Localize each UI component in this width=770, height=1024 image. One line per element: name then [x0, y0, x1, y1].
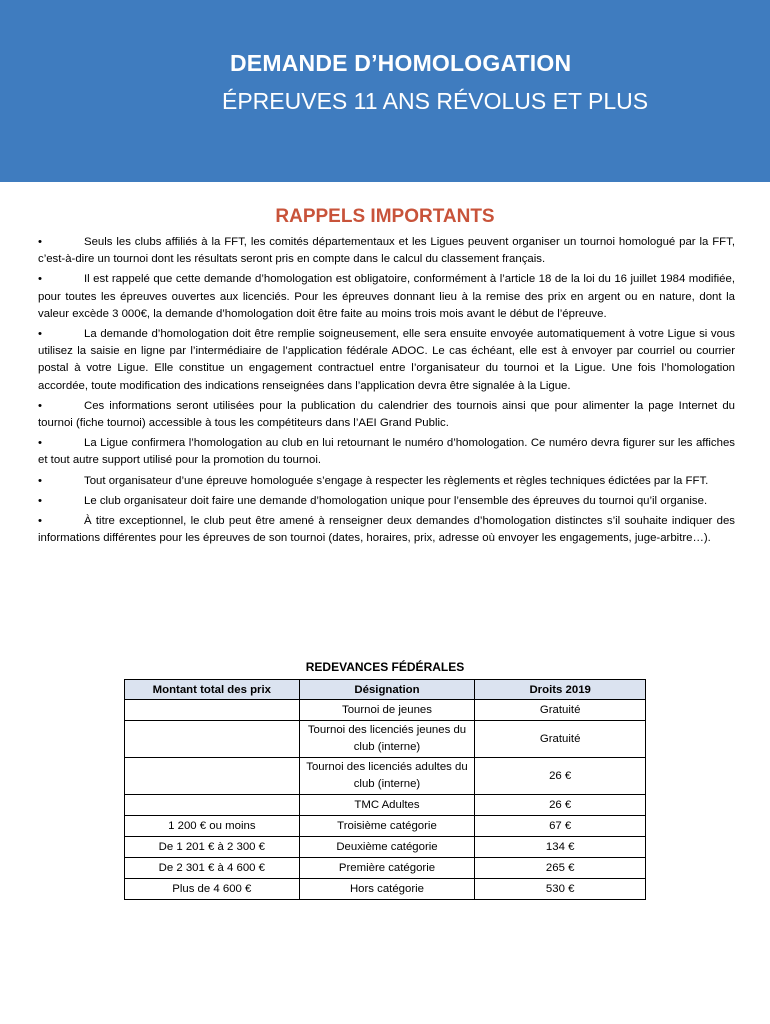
amount-cell	[125, 721, 300, 758]
designation-cell: Troisième catégorie	[299, 816, 475, 837]
designation-cell: TMC Adultes	[299, 795, 475, 816]
list-item-text: La Ligue confirmera l’homologation au club en lui retournant le numéro d’homologation. Ce numéro devra figurer sur les affiches et tout autre support utilisé pour la promotion du tournoi.	[38, 437, 735, 467]
fee-cell: 530 €	[475, 879, 646, 900]
list-item	[38, 513, 735, 547]
fee-cell: 26 €	[475, 758, 646, 795]
table-row	[125, 758, 646, 795]
bullet-icon: •	[38, 494, 42, 507]
bullet-icon: •	[38, 437, 42, 450]
list-item-text: La demande d’homologation doit être remplie soigneusement, elle sera ensuite envoyée automatiquement à votre Ligue si vous utilisez la saisie en ligne par l’intermédiaire de l’application fédérale ADOC. Le cas échéant, elle est à envoyer par courriel ou courrier postal à votre Ligue. Elle constitue un engagement contractuel entre l’organisateur du tournoi et la Ligue. Une fois l’homologation accordée, toute modification des indications renseignées dans l’application devra être signalée à la Ligue.	[38, 328, 735, 392]
header-banner	[0, 0, 770, 182]
fee-cell: 265 €	[475, 858, 646, 879]
list-item	[38, 435, 735, 469]
designation-cell: Tournoi de jeunes	[299, 700, 475, 721]
list-item	[38, 473, 735, 490]
amount-cell	[125, 758, 300, 795]
fee-cell: Gratuité	[475, 700, 646, 721]
column-header-fee: Droits 2019	[475, 680, 646, 700]
designation-cell: Première catégorie	[299, 858, 475, 879]
table-row	[125, 879, 646, 900]
bullet-icon: •	[38, 273, 42, 286]
list-item	[38, 234, 735, 268]
designation-cell: Hors catégorie	[299, 879, 475, 900]
list-item-text: Le club organisateur doit faire une demande d’homologation unique pour l’ensemble des épreuves du tournoi qu’il organise.	[84, 494, 708, 507]
reminders-list	[38, 234, 735, 550]
list-item	[38, 398, 735, 432]
table-row	[125, 837, 646, 858]
table-row	[125, 721, 646, 758]
table-header-row	[125, 680, 646, 700]
fees-table	[124, 679, 646, 900]
document-title: DEMANDE D’HOMOLOGATION	[230, 50, 572, 76]
bullet-icon: •	[38, 515, 42, 528]
column-header-amount: Montant total des prix	[125, 680, 300, 700]
list-item-text: Seuls les clubs affiliés à la FFT, les comités départementaux et les Ligues peuvent organiser un tournoi homologué par la FFT, c’est-à-dire un tournoi dont les résultats seront pris en compte dans le calcul du classement français.	[38, 236, 735, 266]
list-item-text: À titre exceptionnel, le club peut être amené à renseigner deux demandes d’homologation distinctes s’il souhaite indiquer des informations différentes pour les épreuves de son tournoi (dates, horaires, prix, adresse où envoyer les engagements, juge-arbitre…).	[38, 515, 735, 545]
designation-cell: Tournoi des licenciés jeunes du club (interne)	[299, 721, 475, 758]
bullet-icon: •	[38, 474, 42, 487]
document-subtitle: ÉPREUVES 11 ANS RÉVOLUS ET PLUS	[222, 88, 649, 114]
reminders-title: RAPPELS IMPORTANTS	[275, 206, 495, 227]
table-row	[125, 700, 646, 721]
amount-cell: De 2 301 € à 4 600 €	[125, 858, 300, 879]
bullet-icon: •	[38, 328, 42, 341]
list-item	[38, 493, 735, 510]
table-row	[125, 816, 646, 837]
list-item-text: Il est rappelé que cette demande d’homologation est obligatoire, conformément à l’article 18 de la loi du 16 juillet 1984 modifiée, pour toutes les épreuves ouvertes aux licenciés. Pour les épreuves donnant lieu à la remise des prix en argent ou en nature, dont la valeur excède 3 000€, la demande d’homologation doit être faite au moins trois mois avant le début de l’épreuve.	[38, 273, 735, 320]
table-row	[125, 858, 646, 879]
bullet-icon: •	[38, 399, 42, 412]
list-item-text: Tout organisateur d’une épreuve homologuée s’engage à respecter les règlements et règles techniques édictées par la FFT.	[84, 474, 709, 487]
fee-cell: 134 €	[475, 837, 646, 858]
designation-cell: Tournoi des licenciés adultes du club (interne)	[299, 758, 475, 795]
bullet-icon: •	[38, 236, 42, 248]
fee-cell: 67 €	[475, 816, 646, 837]
table-row	[125, 795, 646, 816]
amount-cell	[125, 700, 300, 721]
amount-cell: De 1 201 € à 2 300 €	[125, 837, 300, 858]
list-item	[38, 271, 735, 323]
column-header-designation: Désignation	[299, 680, 475, 700]
fee-cell: 26 €	[475, 795, 646, 816]
designation-cell: Deuxième catégorie	[299, 837, 475, 858]
amount-cell: Plus de 4 600 €	[125, 879, 300, 900]
amount-cell: 1 200 € ou moins	[125, 816, 300, 837]
fees-table-title: REDEVANCES FÉDÉRALES	[305, 660, 465, 674]
list-item-text: Ces informations seront utilisées pour la publication du calendrier des tournois ainsi que pour alimenter la page Internet du tournoi (fiche tournoi) accessible à tous les compétiteurs dans l’AEI Grand Public.	[38, 399, 735, 430]
amount-cell	[125, 795, 300, 816]
fee-cell: Gratuité	[475, 721, 646, 758]
list-item	[38, 326, 735, 395]
